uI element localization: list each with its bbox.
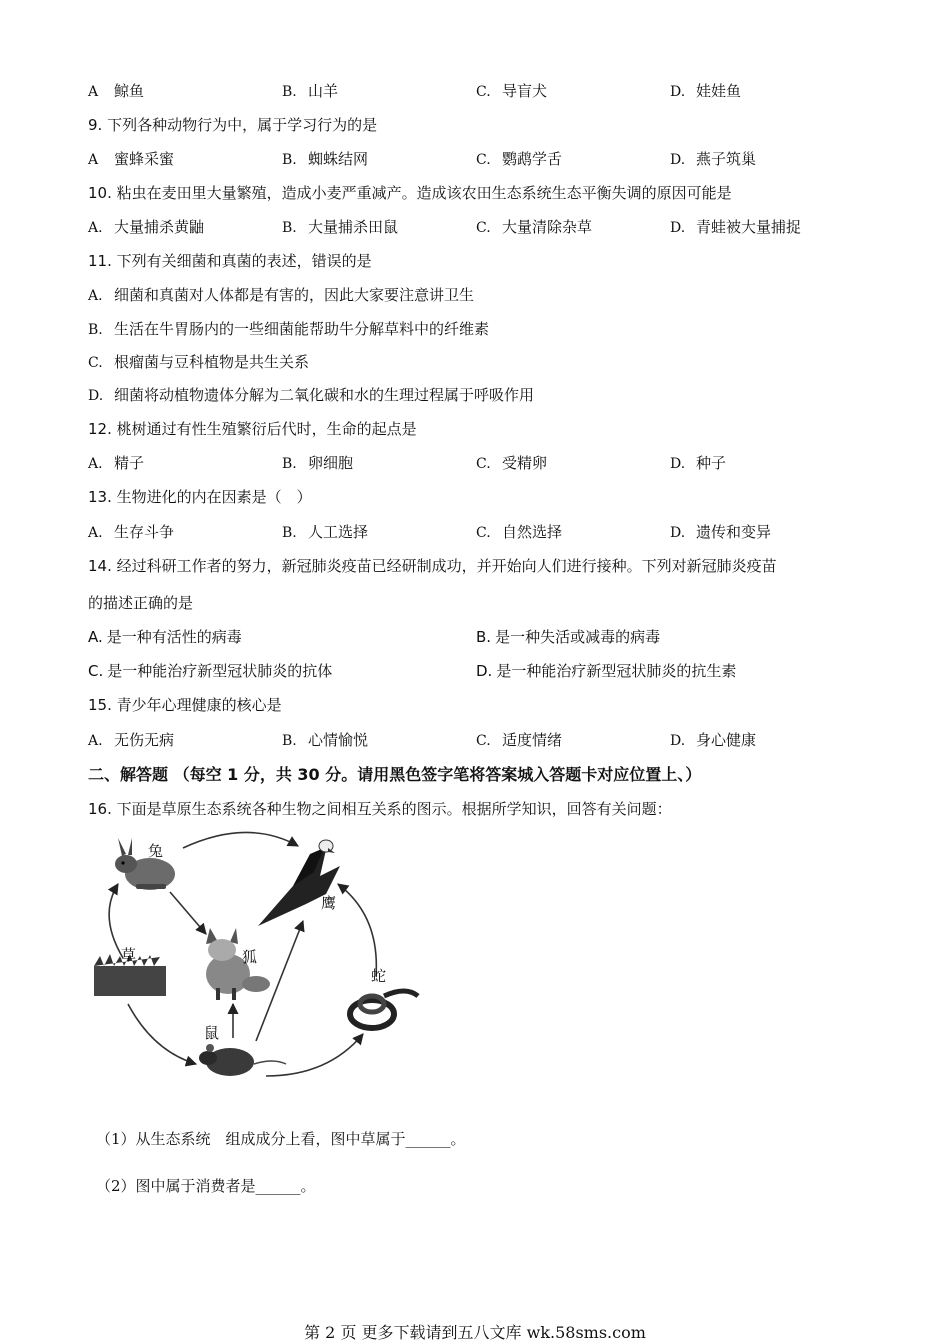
option-a: A. 是一种有活性的病毒 <box>88 628 242 646</box>
q14-options-row2 <box>88 660 848 682</box>
q12-options <box>88 452 848 474</box>
option-c: C. 适度情绪 <box>476 731 563 749</box>
option-b: B. 山羊 <box>282 82 339 100</box>
option-b: B. 心情愉悦 <box>282 731 369 749</box>
option-a: A. 精子 <box>88 454 145 472</box>
label-mouse: 鼠 <box>204 1024 220 1042</box>
page-footer: 第 2 页 更多下载请到五八文库 wk.58sms.com <box>304 1323 646 1342</box>
arrow-rabbit-to-eagle <box>183 832 298 848</box>
q11-option-b: B. 生活在牛胃肠内的一些细菌能帮助牛分解草料中的纤维素 <box>88 320 490 338</box>
label-grass: 草 <box>121 946 137 964</box>
option-c: C. 大量清除杂草 <box>476 218 593 236</box>
option-d: D. 种子 <box>670 454 727 472</box>
arrow-rabbit-to-fox <box>170 892 206 934</box>
q11-option-d: D. 细菌将动植物遗体分解为二氧化碳和水的生理过程属于呼吸作用 <box>88 386 535 404</box>
option-a: A. 生存斗争 <box>88 523 175 541</box>
q13-options <box>88 521 848 543</box>
q14-options-row1 <box>88 626 848 648</box>
q8-options <box>88 80 848 102</box>
food-web-diagram <box>88 826 448 1088</box>
option-d: D. 身心健康 <box>670 731 757 749</box>
option-d: D. 青蛙被大量捕捉 <box>670 218 802 236</box>
question-11: 11. 下列有关细菌和真菌的表述，错误的是 <box>88 252 372 270</box>
section-heading: 二、解答题 （每空 1 分，共 30 分。请用黑色签字笔将答案城入答题卡对应位置上、） <box>88 765 702 784</box>
mouse-illustration <box>199 1044 286 1076</box>
option-d: D. 是一种能治疗新型冠状肺炎的抗生素 <box>476 662 737 680</box>
option-c: C. 受精卵 <box>476 454 548 472</box>
question-9: 9. 下列各种动物行为中，属于学习行为的是 <box>88 116 378 134</box>
option-d: D. 遗传和变异 <box>670 523 772 541</box>
option-a: A 蜜蜂采蜜 <box>88 150 175 168</box>
question-15: 15. 青少年心理健康的核心是 <box>88 696 282 714</box>
q15-options <box>88 729 848 751</box>
question-12: 12. 桃树通过有性生殖繁衍后代时，生命的起点是 <box>88 420 417 438</box>
option-c: C. 是一种能治疗新型冠状肺炎的抗体 <box>88 662 333 680</box>
question-16: 16. 下面是草原生态系统各种生物之间相互关系的图示。根据所学知识，回答有关问题： <box>88 800 672 818</box>
rabbit-illustration <box>115 838 175 890</box>
option-a: A. 无伤无病 <box>88 731 175 749</box>
option-b: B. 卵细胞 <box>282 454 354 472</box>
fox-illustration <box>206 928 270 1000</box>
arrow-grass-to-mouse <box>128 1004 196 1064</box>
label-fox: 狐 <box>242 948 258 966</box>
option-b: B. 是一种失活或减毒的病毒 <box>476 628 661 646</box>
label-snake: 蛇 <box>371 967 387 985</box>
q10-options <box>88 216 848 238</box>
q16-sub1: （1）从生态系统 组成成分上看，图中草属于______。 <box>96 1130 466 1148</box>
question-14-cont: 的描述正确的是 <box>88 594 194 612</box>
question-10: 10. 粘虫在麦田里大量繁殖，造成小麦严重减产。造成该农田生态系统生态平衡失调的原因可能是 <box>88 184 732 202</box>
option-c: C. 鹦鹉学舌 <box>476 150 563 168</box>
option-c: C. 自然选择 <box>476 523 563 541</box>
option-b: B. 蜘蛛结网 <box>282 150 369 168</box>
eagle-illustration <box>258 840 340 926</box>
q11-option-a: A. 细菌和真菌对人体都是有害的，因此大家要注意讲卫生 <box>88 286 475 304</box>
option-a: A 鲸鱼 <box>88 82 145 100</box>
option-b: B. 人工选择 <box>282 523 369 541</box>
option-d: D. 娃娃鱼 <box>670 82 742 100</box>
arrow-snake-to-eagle <box>338 884 376 976</box>
q9-options <box>88 148 848 170</box>
option-a: A. 大量捕杀黄鼬 <box>88 218 205 236</box>
option-d: D. 燕子筑巢 <box>670 150 757 168</box>
option-c: C. 导盲犬 <box>476 82 548 100</box>
option-b: B. 大量捕杀田鼠 <box>282 218 399 236</box>
snake-illustration <box>350 991 418 1028</box>
question-13: 13. 生物进化的内在因素是（ ） <box>88 488 312 506</box>
arrow-mouse-to-snake <box>266 1034 363 1076</box>
label-eagle: 鹰 <box>321 894 337 912</box>
label-rabbit: 兔 <box>148 842 164 860</box>
q16-sub2: （2）图中属于消费者是______。 <box>96 1177 316 1195</box>
question-14: 14. 经过科研工作者的努力，新冠肺炎疫苗已经研制成功，并开始向人们进行接种。下列对新冠肺炎疫苗 <box>88 557 777 575</box>
q11-option-c: C. 根瘤菌与豆科植物是共生关系 <box>88 353 310 371</box>
